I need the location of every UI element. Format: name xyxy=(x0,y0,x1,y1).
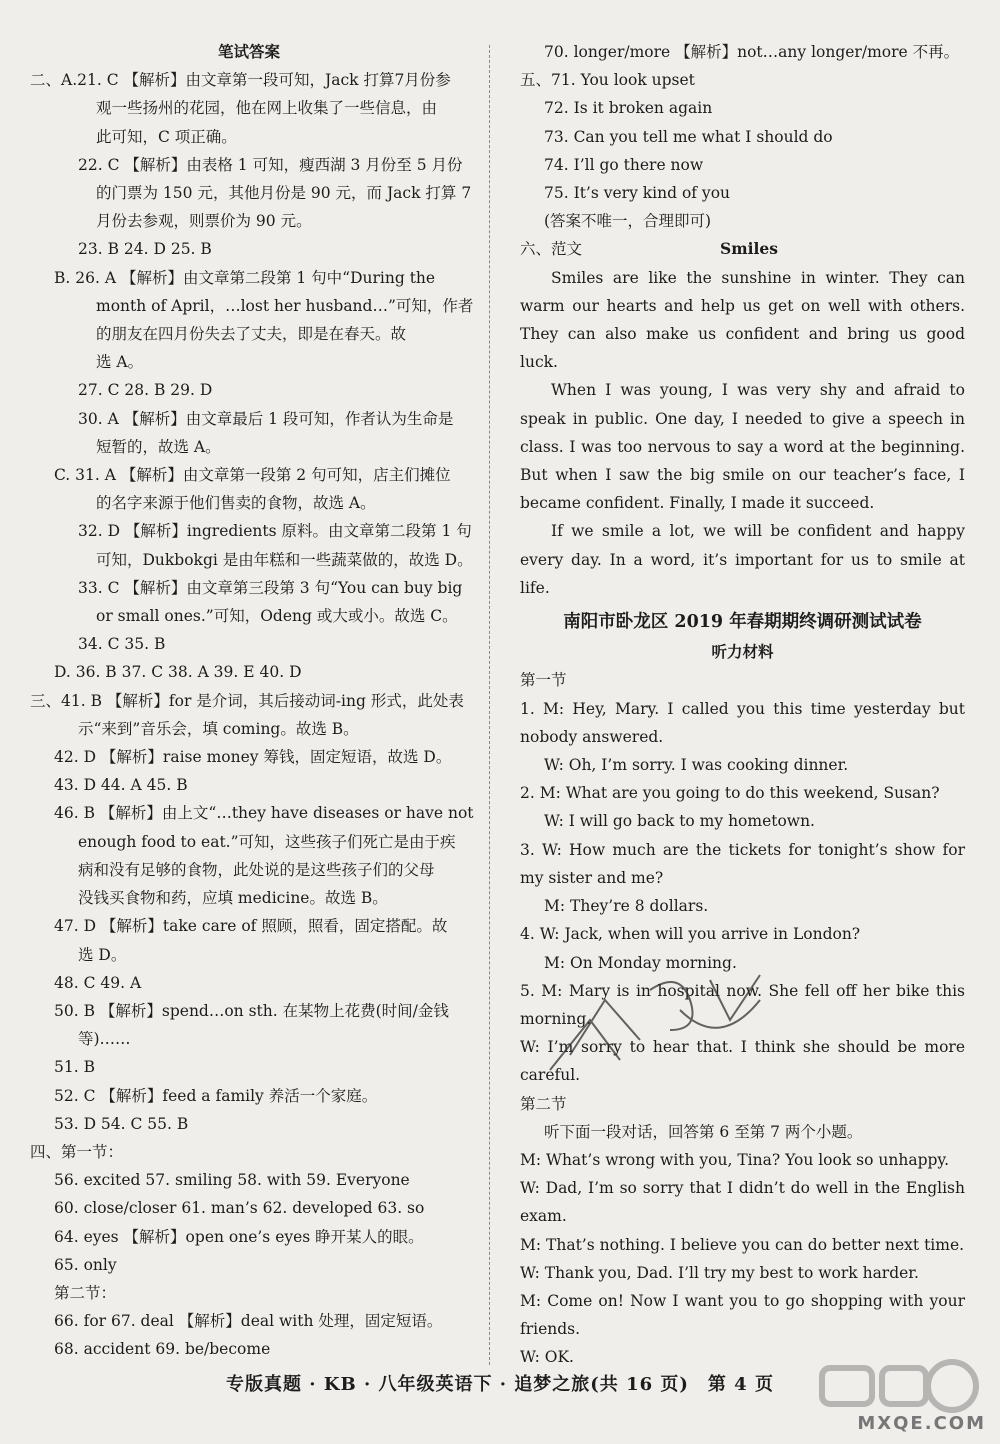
answer-line: 没钱买食物和药，应填 medicine。故选 B。 xyxy=(78,889,388,908)
exam-title: 南阳市卧龙区 2019 年春期期终调研测试试卷 xyxy=(563,612,922,633)
script-line: M: Come on! Now I want you to go shopping with your friends. xyxy=(520,1291,965,1339)
left-column xyxy=(30,38,474,1364)
answer-line: 观一些扬州的花园，他在网上收集了一些信息，由 xyxy=(96,99,438,118)
answer-line: 34. C 35. B xyxy=(78,635,166,654)
answer-line: 二、A.21. C 【解析】由文章第一段可知，Jack 打算7月份参 xyxy=(30,71,451,90)
script-line: W: I’m sorry to hear that. I think she should be more careful. xyxy=(520,1038,965,1085)
answer-line: 的朋友在四月份失去了丈夫，即是在春天。故 xyxy=(96,325,407,344)
answer-line: 48. C 49. A xyxy=(54,973,142,992)
essay-paragraph: When I was young, I was very shy and afraid to speak in public. One day, I needed to give a speech in class. I was too nervous to say a word at the beginning. But when I saw the big smile on our teacher’s face, I became confident. Finally, I made it succeed. xyxy=(520,381,965,513)
answer-line: B. 26. A 【解析】由文章第二段第 1 句中“During the xyxy=(54,268,436,287)
script-line: 2. M: What are you going to do this weekend, Susan? xyxy=(520,784,940,803)
answer-line: 示“来到”音乐会，填 coming。故选 B。 xyxy=(78,719,359,738)
answer-line: 66. for 67. deal 【解析】deal with 处理，固定短语。 xyxy=(54,1312,443,1331)
pen-scribble xyxy=(530,960,790,1090)
answer-line: C. 31. A 【解析】由文章第一段第 2 句可知，店主们摊位 xyxy=(54,466,451,485)
answer-line: 短暂的，故选 A。 xyxy=(96,437,221,456)
script-line: W: OK. xyxy=(520,1348,574,1367)
answer-line: enough food to eat.”可知，这些孩子们死亡是由于疾 xyxy=(78,832,456,851)
answer-line: 47. D 【解析】take care of 照顾，照看，固定搭配。故 xyxy=(54,917,448,936)
answer-line: 46. B 【解析】由上文“…they have diseases or have not xyxy=(54,804,474,823)
answer-line: 73. Can you tell me what I should do xyxy=(544,127,833,146)
answer-line: month of April，…lost her husband…”可知，作者 xyxy=(96,296,474,315)
essay-paragraph: Smiles are like the sunshine in winter. They can warm our hearts and help us get on well with others. They can also make us confident and bring us good luck. xyxy=(520,268,965,372)
answer-line: 53. D 54. C 55. B xyxy=(54,1114,189,1133)
answer-line: 60. close/closer 61. man’s 62. developed 63. so xyxy=(54,1199,425,1218)
answer-line: D. 36. B 37. C 38. A 39. E 40. D xyxy=(54,663,302,682)
answer-line: 23. B 24. D 25. B xyxy=(78,240,212,259)
column-divider xyxy=(489,45,490,1365)
answer-line: 可知，Dukbokgi 是由年糕和一些蔬菜做的，故选 D。 xyxy=(96,550,473,569)
right-top-answers xyxy=(520,38,965,235)
answer-line: 75. It’s very kind of you xyxy=(544,184,731,203)
script-line: M: What’s wrong with you, Tina? You look so unhappy. xyxy=(520,1150,950,1169)
script-line: 4. W: Jack, when will you arrive in London? xyxy=(520,925,861,944)
answer-line: 74. I’ll go there now xyxy=(544,155,704,174)
exam-subtitle: 听力材料 xyxy=(711,642,774,662)
answer-line: 第二节： xyxy=(54,1283,117,1302)
answer-line: or small ones.”可知，Odeng 或大或小。故选 C。 xyxy=(96,607,458,626)
answer-line: (答案不唯一，合理即可) xyxy=(544,212,712,231)
essay-title: Smiles xyxy=(720,239,778,259)
script-line: W: I will go back to my hometown. xyxy=(544,812,815,831)
answer-line: 三、41. B 【解析】for 是介词，其后接动词-ing 形式，此处表 xyxy=(30,691,464,710)
answer-line: 病和没有足够的食物，此处说的是这些孩子们的父母 xyxy=(78,860,435,879)
script-line: 第二节 xyxy=(520,1094,567,1113)
answer-line: 33. C 【解析】由文章第三段第 3 句“You can buy big xyxy=(78,578,463,597)
script-line: W: Thank you, Dad. I’ll try my best to work harder. xyxy=(520,1263,919,1282)
script-line: W: Dad, I’m so sorry that I didn’t do well in the English exam. xyxy=(520,1179,965,1226)
script-line: 5. M: Mary is in hospital now. She fell off her bike this morning. xyxy=(520,981,965,1028)
answer-line: 68. accident 69. be/become xyxy=(54,1340,271,1359)
answer-line: 42. D 【解析】raise money 筹钱，固定短语，故选 D。 xyxy=(54,748,452,767)
answer-line: 笔试答案 xyxy=(217,42,280,61)
answer-line: 此可知，C 项正确。 xyxy=(96,127,237,146)
answer-line: 50. B 【解析】spend…on sth. 在某物上花费(时间/金钱 xyxy=(54,1001,449,1020)
right-column xyxy=(520,38,965,1372)
answer-line: 64. eyes 【解析】open one’s eyes 睁开某人的眼。 xyxy=(54,1227,424,1246)
answer-line: 32. D 【解析】ingredients 原料。由文章第二段第 1 句 xyxy=(78,522,472,541)
answer-line: 四、第一节： xyxy=(30,1142,124,1161)
answer-line: 月份去参观，则票价为 90 元。 xyxy=(96,212,312,231)
answer-line: 30. A 【解析】由文章最后 1 段可知，作者认为生命是 xyxy=(78,409,454,428)
answer-line: 选 A。 xyxy=(96,353,144,372)
script-line: 第一节 xyxy=(520,671,567,690)
answer-line: 70. longer/more 【解析】not…any longer/more 不再。 xyxy=(544,43,960,61)
answer-line: 的名字来源于他们售卖的食物，故选 A。 xyxy=(96,494,376,513)
essay-heading xyxy=(520,235,965,263)
script-line: 1. M: Hey, Mary. I called you this time yesterday but nobody answered. xyxy=(520,699,965,746)
script-line: 听下面一段对话，回答第 6 至第 7 两个小题。 xyxy=(544,1122,863,1141)
answer-line: 65. only xyxy=(54,1255,117,1274)
answer-line: 56. excited 57. smiling 58. with 59. Everyone xyxy=(54,1171,410,1190)
answer-line: 52. C 【解析】feed a family 养活一个家庭。 xyxy=(54,1086,378,1105)
answer-line: 等)…… xyxy=(78,1030,131,1049)
watermark-text: MXQE.COM xyxy=(857,1413,986,1434)
answer-line: 五、71. You look upset xyxy=(520,71,695,90)
essay-label: 六、范文 xyxy=(520,240,583,259)
script-line: M: That’s nothing. I believe you can do better next time. xyxy=(520,1235,965,1254)
answer-line: 选 D。 xyxy=(78,945,127,964)
answer-line: 43. D 44. A 45. B xyxy=(54,776,188,795)
answer-line: 27. C 28. B 29. D xyxy=(78,381,213,400)
script-line: M: On Monday morning. xyxy=(544,953,737,972)
script-line: 3. W: How much are the tickets for tonight’s show for my sister and me? xyxy=(520,840,965,887)
answer-line: 的门票为 150 元，其他月份是 90 元，而 Jack 打算 7 xyxy=(96,184,472,203)
script-line: M: They’re 8 dollars. xyxy=(544,897,709,916)
essay-body xyxy=(520,264,965,602)
answer-line: 51. B xyxy=(54,1058,95,1077)
page-footer: 专版真题 · KB · 八年级英语下 · 追梦之旅(共 16 页) 第 4 页 xyxy=(226,1374,774,1395)
essay-paragraph: If we smile a lot, we will be confident and happy every day. In a word, it’s important for us to smile at life. xyxy=(520,522,965,597)
answer-line: 72. Is it broken again xyxy=(544,99,713,118)
answer-line: 22. C 【解析】由表格 1 可知，瘦西湖 3 月份至 5 月份 xyxy=(78,155,463,174)
script-line: W: Oh, I’m sorry. I was cooking dinner. xyxy=(544,756,849,775)
